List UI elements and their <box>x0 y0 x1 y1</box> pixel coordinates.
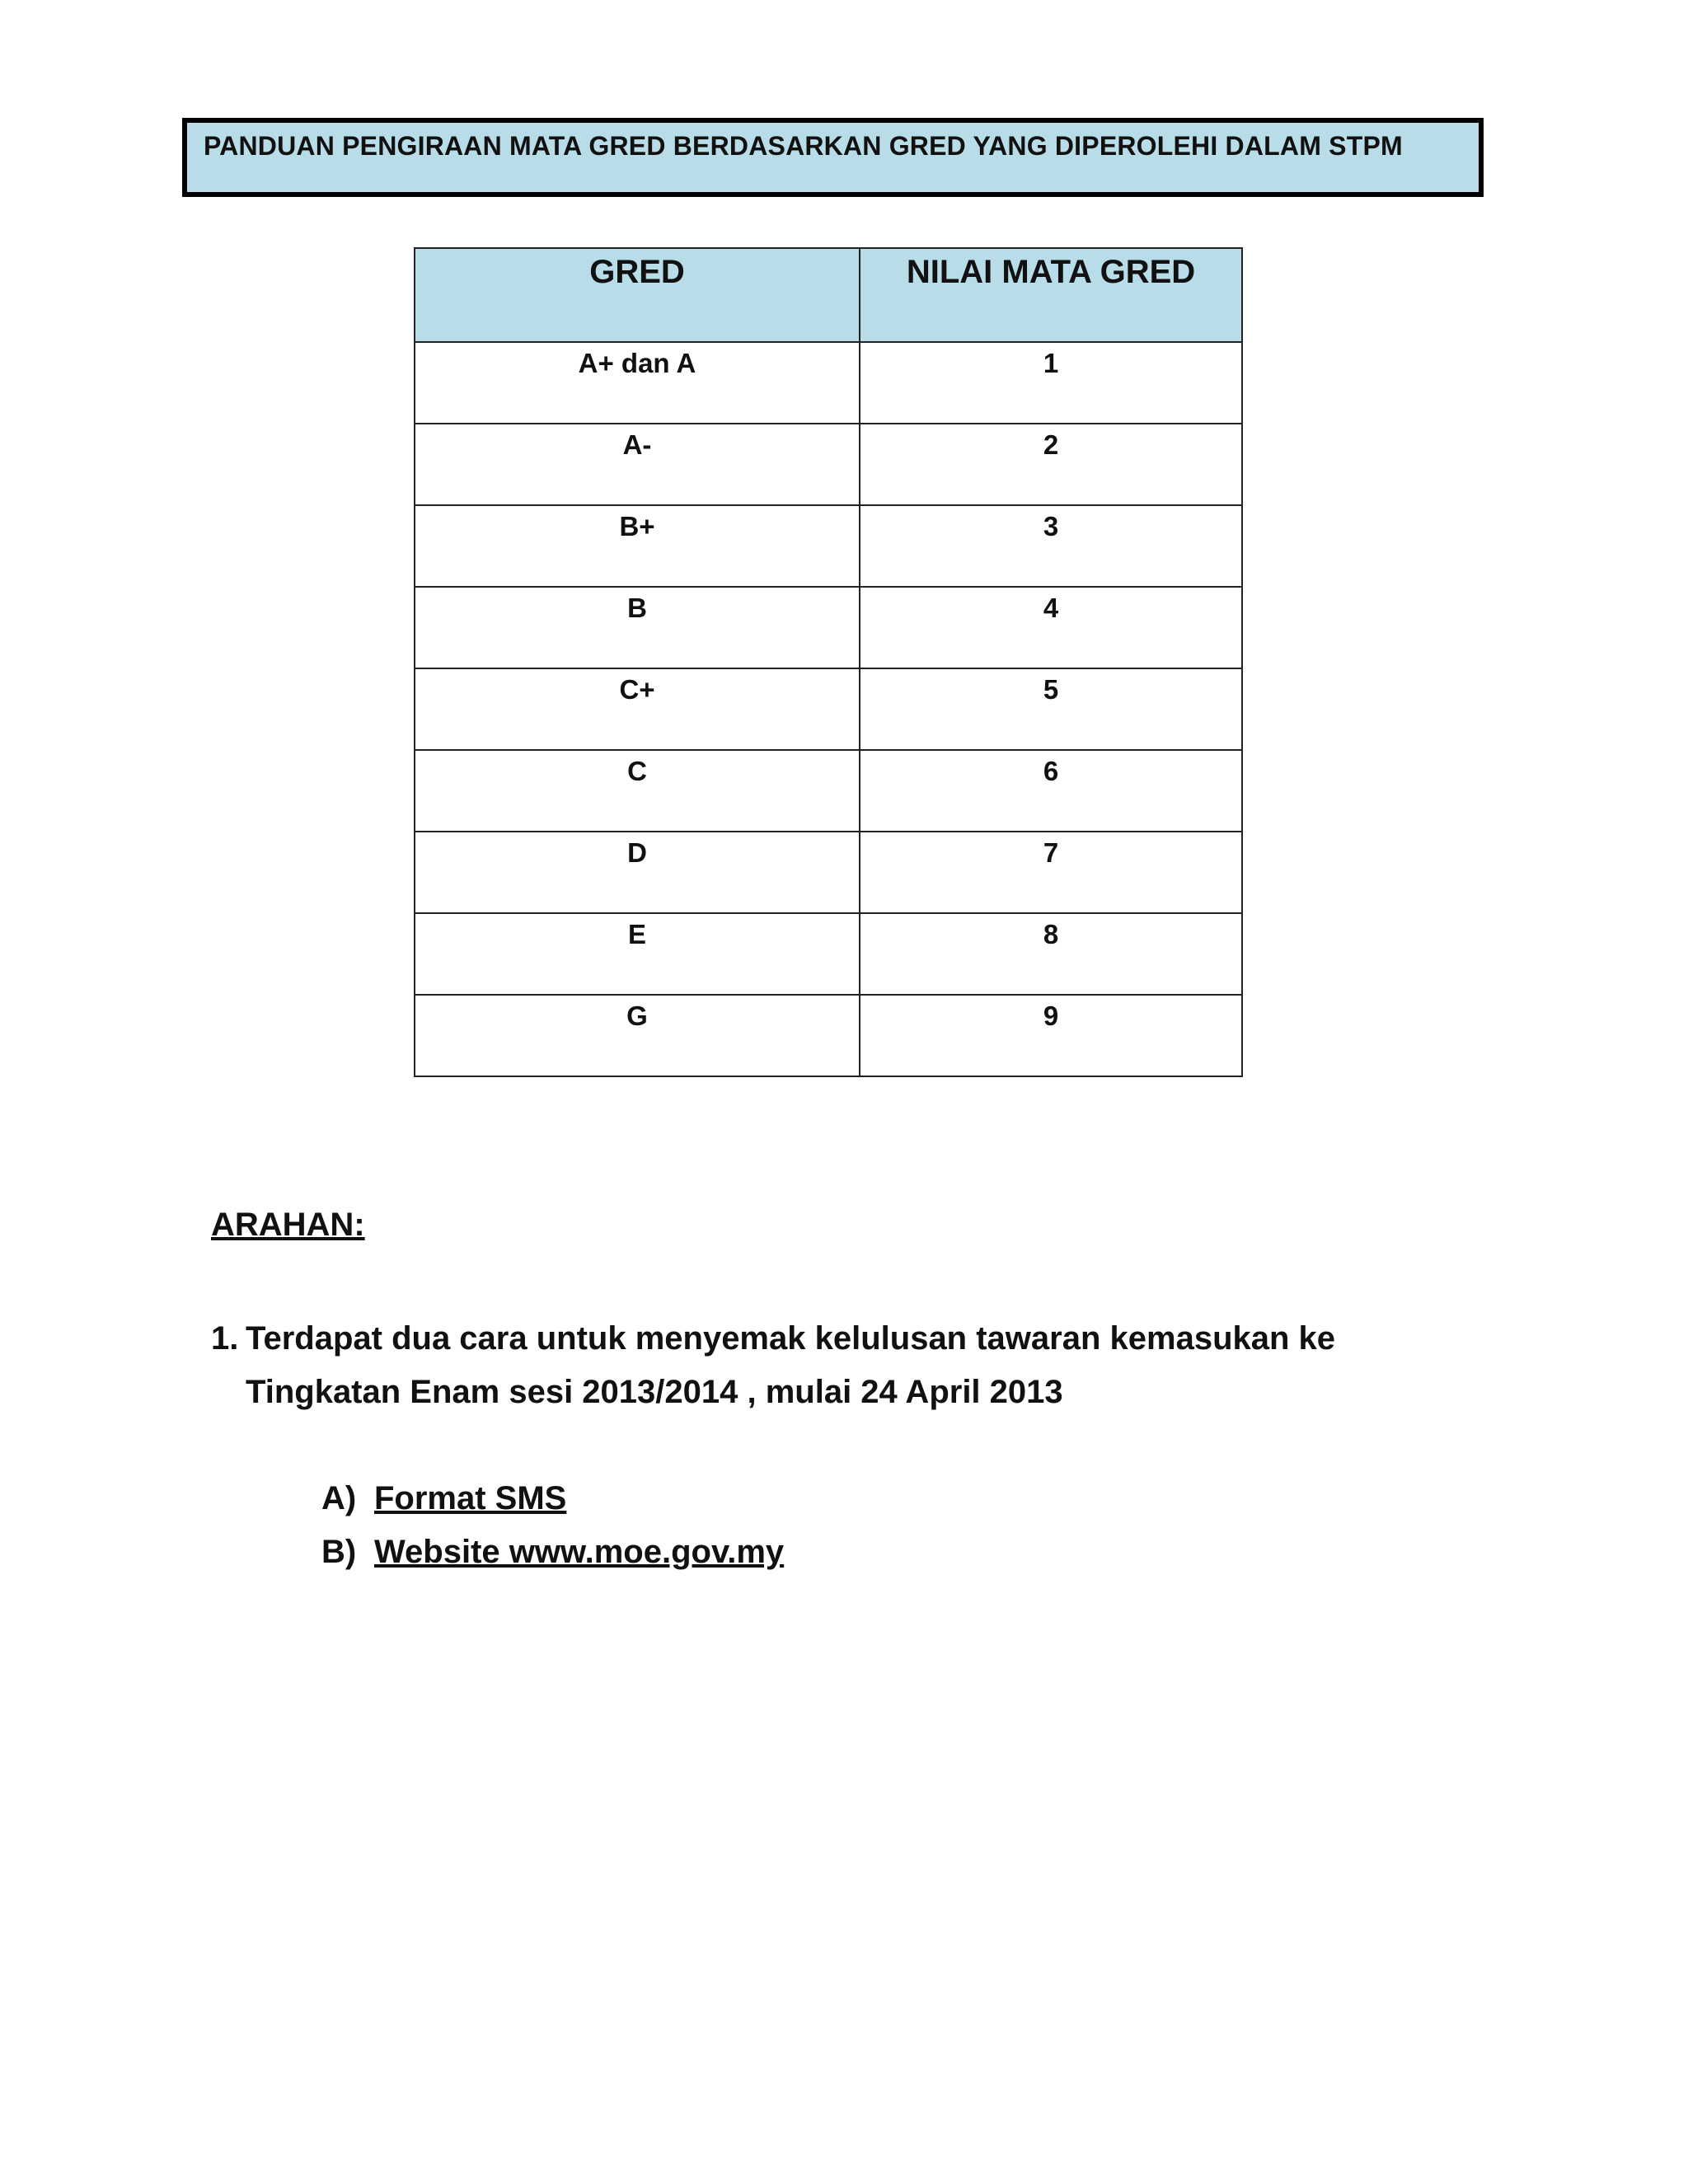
option-text-format-sms: Format SMS <box>374 1480 567 1516</box>
option-letter: A) <box>321 1480 357 1516</box>
option-letter: B) <box>321 1534 357 1570</box>
table-row <box>415 342 1242 424</box>
table-row <box>415 913 1242 995</box>
cell-gred: A+ dan A <box>415 342 860 424</box>
document-title-box <box>182 118 1484 197</box>
cell-nilai: 4 <box>860 587 1242 668</box>
cell-nilai: 3 <box>860 505 1242 587</box>
cell-nilai: 9 <box>860 995 1242 1076</box>
instruction-line-1: Terdapat dua cara untuk menyemak kelulusan tawaran kemasukan ke <box>246 1320 1336 1357</box>
instruction-line-2: Tingkatan Enam sesi 2013/2014 , mulai 24 April 2013 <box>246 1374 1063 1410</box>
cell-nilai: 5 <box>860 668 1242 750</box>
cell-gred: E <box>415 913 860 995</box>
table-header-row <box>415 248 1242 342</box>
cell-gred: B+ <box>415 505 860 587</box>
cell-gred: D <box>415 832 860 913</box>
option-website <box>321 1526 784 1579</box>
table-row <box>415 587 1242 668</box>
cell-nilai: 2 <box>860 424 1242 505</box>
cell-gred: A- <box>415 424 860 505</box>
options-list <box>321 1472 784 1579</box>
instruction-number: 1. <box>211 1320 239 1357</box>
header-gred: GRED <box>415 248 860 342</box>
table-row <box>415 505 1242 587</box>
cell-gred: C <box>415 750 860 832</box>
document-title: PANDUAN PENGIRAAN MATA GRED BERDASARKAN GRED YANG DIPEROLEHI DALAM STPM <box>204 131 1403 161</box>
header-nilai-mata-gred: NILAI MATA GRED <box>860 248 1242 342</box>
table-row <box>415 832 1242 913</box>
table-row <box>415 668 1242 750</box>
cell-nilai: 1 <box>860 342 1242 424</box>
cell-nilai: 7 <box>860 832 1242 913</box>
option-text-website[interactable]: Website www.moe.gov.my <box>374 1534 785 1570</box>
cell-nilai: 6 <box>860 750 1242 832</box>
cell-nilai: 8 <box>860 913 1242 995</box>
option-sms <box>321 1472 784 1526</box>
cell-gred: B <box>415 587 860 668</box>
table-row <box>415 424 1242 505</box>
grade-table <box>414 247 1243 1077</box>
cell-gred: G <box>415 995 860 1076</box>
arahan-heading: ARAHAN: <box>211 1207 365 1243</box>
table-row <box>415 750 1242 832</box>
cell-gred: C+ <box>415 668 860 750</box>
table-row <box>415 995 1242 1076</box>
instruction-item <box>211 1312 1497 1419</box>
